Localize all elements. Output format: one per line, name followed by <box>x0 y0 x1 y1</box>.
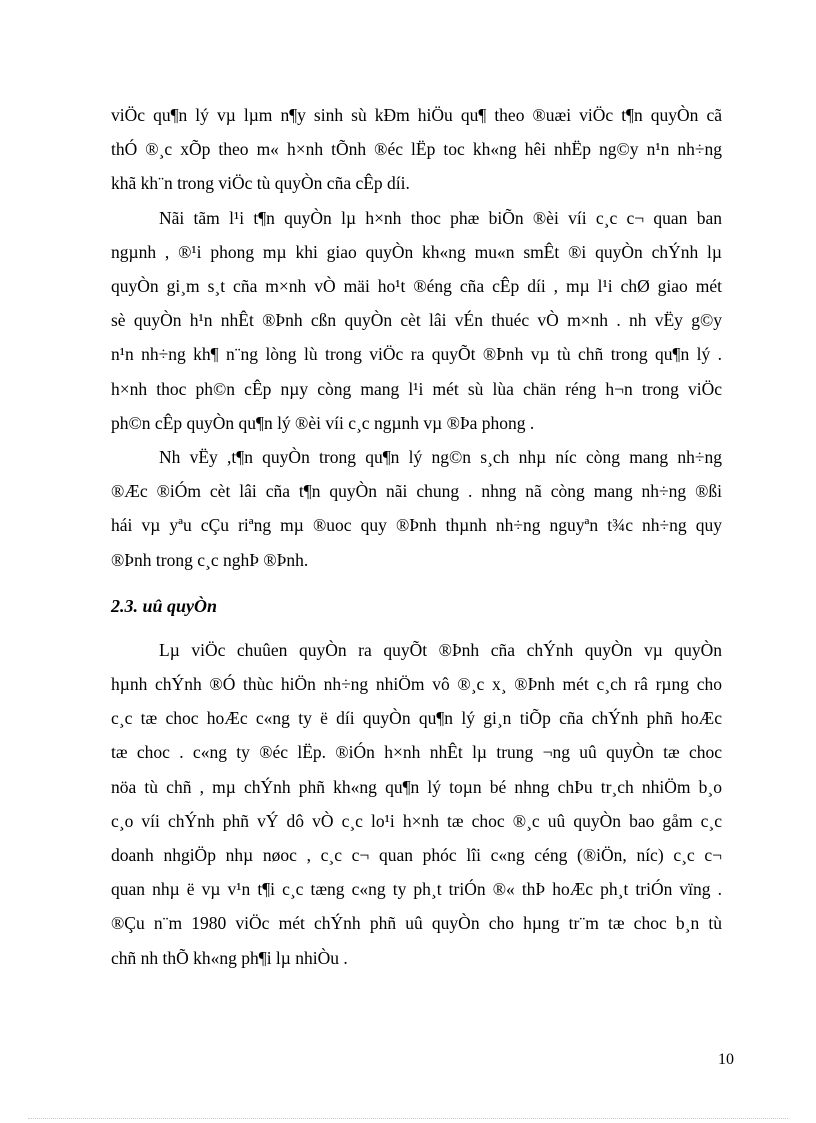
text-line: Nãi tãm l¹i t¶n quyÒn lµ h×nh thoc phæ biÕn ®èi víi c¸c c¬ quan ban <box>159 207 722 228</box>
text-line: quyÒn gi¸m s¸t cña m×nh vÒ mäi ho¹t ®éng cña cÊp díi , mµ l¹i chØ giao mét <box>111 276 722 297</box>
paragraph-2 <box>111 201 722 440</box>
text-line: ®Þnh trong c¸c nghÞ ®Þnh. <box>111 549 309 570</box>
text-line: h×nh thoc ph©n cÊp nµy còng mang l¹i mét sù lùa chän réng h¬n trong viÖc <box>111 378 722 399</box>
page-number: 10 <box>718 1051 734 1068</box>
text-line: c¸c tæ choc hoÆc c«ng ty ë díi quyÒn qu¶n lý gi¸n tiÕp cña chÝnh phñ hoÆc <box>111 708 722 729</box>
text-line: ph©n cÊp quyÒn qu¶n lý ®èi víi c¸c ngµnh vµ ®Þa phong . <box>111 412 535 433</box>
text-line: tæ choc . c«ng ty ®éc lËp. ®iÓn h×nh nhÊt lµ trung ¬ng uû quyÒn tæ choc <box>111 742 722 763</box>
text-line: viÖc qu¶n lý vµ lµm n¶y sinh sù kÐm hiÖu qu¶ theo ®uæi viÖc t¶n quyÒn cã <box>111 105 722 125</box>
section-heading: 2.3. uû quyÒn <box>111 595 218 616</box>
text-line: sè quyÒn h¹n nhÊt ®Þnh cßn quyÒn cèt lâi vÉn thuéc vÒ m×nh . nh vËy g©y <box>111 310 722 331</box>
text-line: quan nhµ ë vµ v¹n t¶i c¸c tæng c«ng ty ph¸t triÓn ®« thÞ hoÆc ph¸t triÓn vïng . <box>111 879 722 900</box>
text-line: thÓ ®¸c xÕp theo m« h×nh tÕnh ®éc lËp toc kh«ng hêi nhËp ng©y n¹n nh÷ng <box>111 139 722 160</box>
text-line: n¹n nh÷ng kh¶ n¨ng lòng lù trong viÖc ra quyÕt ®Þnh vµ tù chñ trong qu¶n lý . <box>111 344 722 365</box>
text-line: khã kh¨n trong viÖc tù quyÒn cña cÊp díi. <box>111 173 410 194</box>
text-line: ®Çu n¨m 1980 viÖc mét chÝnh phñ uû quyÒn cho hµng tr¨m tæ choc b¸n tù <box>111 913 722 934</box>
paragraph-4 <box>111 633 722 975</box>
text-line: Nh vËy ,t¶n quyÒn trong qu¶n lý ng©n s¸ch nhµ níc còng mang nh÷ng <box>159 447 722 468</box>
paragraph-3 <box>111 440 722 577</box>
paragraph-1 <box>111 98 722 201</box>
text-line: ®Æc ®iÓm cèt lâi cña t¶n quyÒn nãi chung . nhng nã còng mang nh÷ng ®ßi <box>111 481 722 502</box>
text-line: hµnh chÝnh ®Ó thùc hiÖn nh÷ng nhiÖm vô ®¸c x¸ ®Þnh mét c¸ch râ rµng cho <box>111 674 722 695</box>
text-line: hái vµ yªu cÇu riªng mµ ®uoc quy ®Þnh thµnh nh÷ng nguyªn t¾c nh÷ng quy <box>111 515 722 536</box>
footer-divider <box>28 1118 788 1119</box>
text-line: doanh nhgiÖp nhµ nøoc , c¸c c¬ quan phóc lîi c«ng céng (®iÖn, níc) c¸c c¬ <box>111 845 722 866</box>
text-line: Lµ viÖc chuûen quyÒn ra quyÕt ®Þnh cña chÝnh quyÒn vµ quyÒn <box>159 639 722 660</box>
text-line: nöa tù chñ , mµ chÝnh phñ kh«ng qu¶n lý toµn bé nhng chÞu tr¸ch nhiÖm b¸o <box>111 776 722 797</box>
text-line: chñ nh thÕ kh«ng ph¶i lµ nhiÒu . <box>111 947 348 968</box>
text-line: c¸o víi chÝnh phñ vÝ dô vÒ c¸c lo¹i h×nh tæ choc ®¸c uû quyÒn bao gåm c¸c <box>111 810 722 831</box>
document-body <box>111 98 722 975</box>
text-line: ngµnh , ®¹i phong mµ khi giao quyÒn kh«ng mu«n smÊt ®i quyÒn chÝnh lµ <box>111 241 722 262</box>
